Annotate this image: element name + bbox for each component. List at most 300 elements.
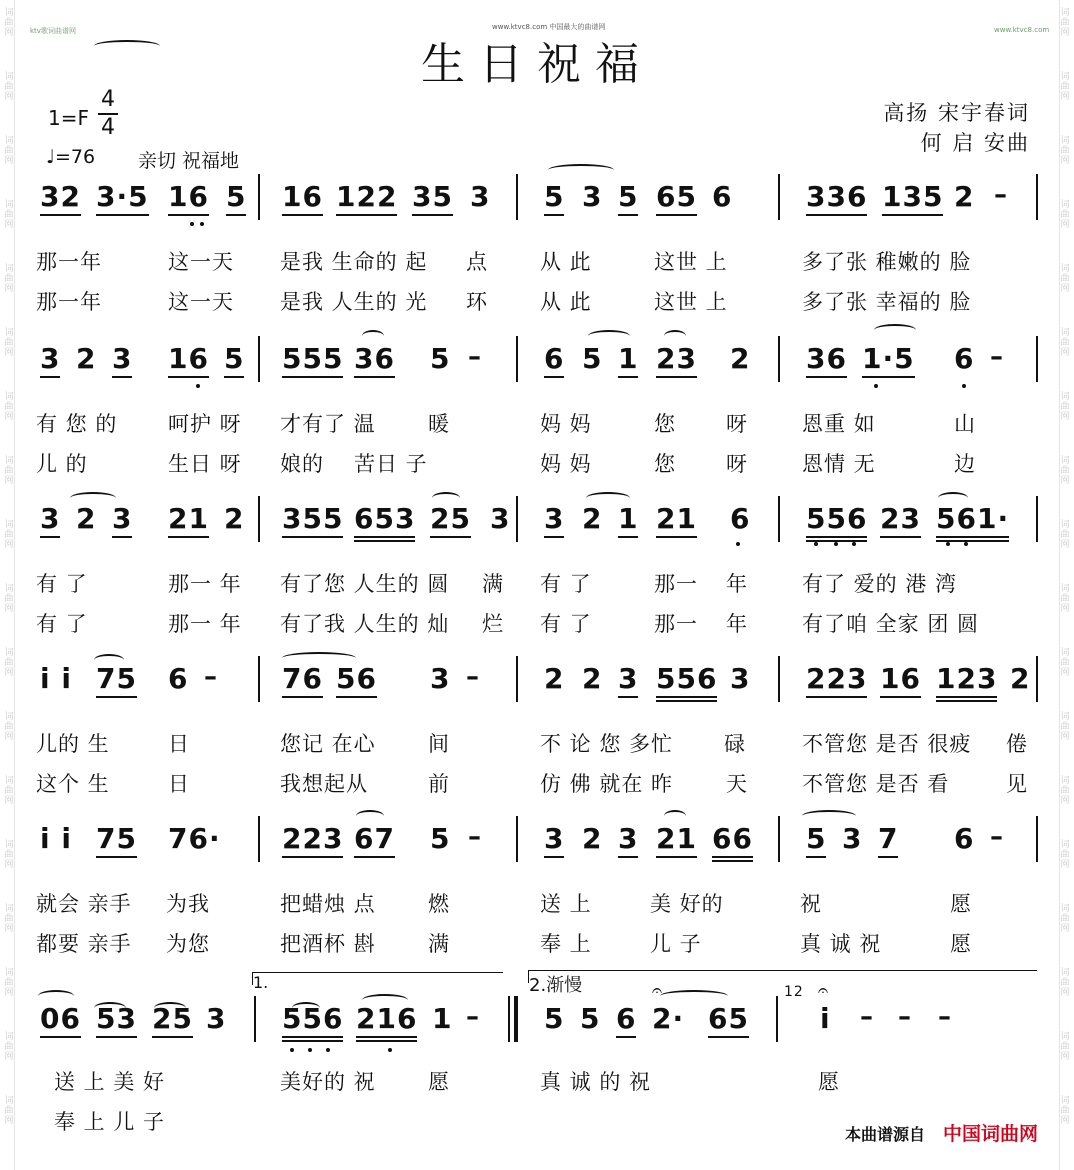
octave-dot <box>308 1048 312 1052</box>
note-group: 223 <box>806 662 867 698</box>
site-label-left: ktv歌词曲谱网 <box>30 27 76 35</box>
note-group: 2· <box>652 1002 685 1035</box>
tie-slur <box>154 1002 186 1014</box>
tempo-marking: ♩=76 <box>46 146 96 168</box>
tie-slur <box>94 654 124 666</box>
watermark-text: 词 曲 网 <box>4 968 14 998</box>
note-group: 16 <box>168 180 209 216</box>
source-label: 本曲谱源自 <box>844 1125 925 1144</box>
lyric-line-2: 您 <box>654 452 676 476</box>
octave-dot <box>388 1048 392 1052</box>
tie-slur <box>38 990 74 1002</box>
octave-dot <box>962 384 966 388</box>
double-underline <box>656 700 717 702</box>
lyric-line-2: 不管您 是否 看 <box>802 772 950 796</box>
note-group: 23 <box>880 502 921 538</box>
lyric-line-1: 年 <box>726 572 748 596</box>
lyric-line-1: 不管您 是否 很疲 <box>802 732 972 756</box>
double-underline <box>712 860 753 862</box>
site-label-right: www.ktvc8.com <box>994 26 1050 34</box>
lyric-line-1: 这一天 <box>168 250 234 274</box>
lyric-line-1: 呀 <box>726 412 748 436</box>
note-group: 2 <box>582 662 603 695</box>
note-group: 336 <box>806 180 867 216</box>
octave-dot <box>736 542 740 546</box>
hold-dash: – <box>938 1002 951 1032</box>
octave-dot <box>834 542 838 546</box>
lyric-line-1: 多了张 稚嫩的 脸 <box>802 250 972 274</box>
bar-line <box>778 174 780 220</box>
time-signature <box>98 88 118 140</box>
credits <box>883 98 1030 158</box>
bar-line <box>1036 656 1038 702</box>
lyric-line-1: 日 <box>168 732 190 756</box>
note-group: 53 <box>96 1002 137 1038</box>
watermark-text: 词 曲 网 <box>1060 712 1070 742</box>
bar-line <box>1036 174 1038 220</box>
bar-line <box>778 816 780 862</box>
note-group: i i <box>40 822 72 855</box>
note-group: 2 <box>582 502 603 535</box>
bar-line <box>1036 816 1038 862</box>
lyric-line-2: 有了我 人生的 灿 <box>280 612 450 636</box>
watermark-text: 词 曲 网 <box>1060 264 1070 294</box>
lyric-line-2: 环 <box>466 290 488 314</box>
lyric-line-2: 那一 <box>654 612 698 636</box>
bar-line <box>516 496 518 542</box>
tie-slur <box>362 994 408 1006</box>
lyric-line-1: 您记 在心 <box>280 732 376 756</box>
lyric-line-2: 愿 <box>950 932 972 956</box>
note-group: 556 <box>656 662 717 698</box>
note-group: 3 <box>490 502 511 535</box>
lyric-line-2: 我想起从 <box>280 772 368 796</box>
hold-dash: – <box>860 1002 873 1032</box>
note-group: 5 <box>430 822 451 855</box>
tie-slur <box>70 492 116 504</box>
watermark-text: 词 曲 网 <box>4 328 14 358</box>
note-group: 355 <box>282 502 343 538</box>
note-group: 23 <box>656 342 697 378</box>
note-group: 16 <box>282 180 323 216</box>
note-group: 35 <box>412 180 453 216</box>
bar-line <box>778 496 780 542</box>
lyric-line-2: 有 了 <box>540 612 592 636</box>
watermark-text: 词 曲 网 <box>4 136 14 166</box>
note-group: 3 <box>430 662 451 695</box>
note-group: 5 <box>582 342 603 375</box>
bar-line <box>258 174 260 220</box>
note-group: 3 <box>112 342 132 378</box>
note-group: 2 <box>76 342 97 375</box>
fermata-beats: 12 <box>784 984 804 1000</box>
tie-slur <box>94 40 160 52</box>
lyric-line-2: 苦日 子 <box>354 452 428 476</box>
note-group: 5 <box>544 180 564 216</box>
octave-dot <box>190 222 194 226</box>
watermark-text: 词 曲 网 <box>1060 968 1070 998</box>
tie-slur <box>548 164 614 176</box>
lyric-line-1: 愿 <box>818 1070 840 1094</box>
note-group: 25 <box>430 502 471 538</box>
note-group: 2 <box>954 180 975 213</box>
note-group: 66 <box>712 822 753 858</box>
lyric-line-2: 这世 上 <box>654 290 728 314</box>
watermark-text: 词 曲 网 <box>1060 904 1070 934</box>
volta-2: 2.渐慢 <box>528 970 1037 983</box>
note-group: 6 <box>712 180 733 213</box>
lyric-line-1: 有 了 <box>540 572 592 596</box>
lyric-line-1: 美好的 祝 <box>280 1070 376 1094</box>
note-group: i i <box>40 662 72 695</box>
note-group: 3 <box>40 342 60 378</box>
watermark-text: 词 曲 网 <box>1060 1032 1070 1062</box>
watermark-text: 词 曲 网 <box>1060 776 1070 806</box>
bar-line <box>778 656 780 702</box>
note-group: 5 <box>618 180 638 216</box>
lyric-line-1: 点 <box>466 250 488 274</box>
hold-dash: – <box>990 342 1003 372</box>
watermark-text: 词 曲 网 <box>1060 840 1070 870</box>
note-group: 16 <box>880 662 921 698</box>
watermark-text: 词 曲 网 <box>4 392 14 422</box>
lyric-line-2: 从 此 <box>540 290 592 314</box>
lyric-line-1: 山 <box>954 412 976 436</box>
octave-dot <box>200 222 204 226</box>
note-group: 2 <box>544 662 565 695</box>
note-group: 75 <box>96 822 137 858</box>
note-group: 135 <box>882 180 943 216</box>
note-group: 6 <box>544 342 564 378</box>
note-group: 5 <box>806 822 826 858</box>
octave-dot <box>326 1048 330 1052</box>
hold-dash: – <box>990 822 1003 852</box>
watermark-text: 词 曲 网 <box>4 72 14 102</box>
note-group: 3 <box>206 1002 227 1035</box>
note-group: 1 <box>432 1002 453 1035</box>
note-group: 5 <box>430 342 451 375</box>
watermark-text: 词 曲 网 <box>4 1032 14 1062</box>
bar-line <box>258 496 260 542</box>
watermark-text: 词 曲 网 <box>1060 648 1070 678</box>
lyric-line-1: 暖 <box>428 412 450 436</box>
lyric-line-1: 燃 <box>428 892 450 916</box>
octave-dot <box>946 542 950 546</box>
lyric-line-2: 为您 <box>166 932 210 956</box>
note-group: 556 <box>806 502 867 538</box>
lyric-line-2: 这个 生 <box>36 772 110 796</box>
lyric-line-1: 不 论 您 多忙 <box>540 732 674 756</box>
double-underline <box>354 540 415 542</box>
note-group: 2 <box>730 342 751 375</box>
note-group: 1 <box>618 502 638 538</box>
time-sig-top: 4 <box>101 87 115 112</box>
composer: 何 启 安曲 <box>920 131 1030 155</box>
footer-source <box>845 1119 1038 1146</box>
hold-dash: – <box>898 1002 911 1032</box>
note-group: 56 <box>336 662 377 698</box>
lyric-line-1: 就会 亲手 <box>36 892 132 916</box>
lyric-line-1: 碌 <box>724 732 746 756</box>
source-brand: 中国词曲网 <box>942 1123 1038 1145</box>
tie-slur <box>356 810 384 822</box>
note-group: 556 <box>282 1002 343 1038</box>
note-group: 2 <box>76 502 97 535</box>
lyric-line-1: 愿 <box>428 1070 450 1094</box>
lyric-line-2: 生日 呀 <box>168 452 242 476</box>
note-group: 06 <box>40 1002 81 1038</box>
lyric-line-1: 美 好的 <box>650 892 724 916</box>
tie-slur <box>660 990 728 1002</box>
note-group: 6 <box>954 342 975 375</box>
lyric-line-1: 送 上 美 好 <box>54 1070 166 1094</box>
lyric-line-1: 有了您 人生的 圆 <box>280 572 450 596</box>
lyric-line-2: 那一年 <box>36 290 102 314</box>
tie-slur <box>432 492 460 504</box>
note-group: 32 <box>40 180 81 216</box>
note-group: 75 <box>96 662 137 698</box>
tie-slur <box>588 330 630 342</box>
note-group: 1·5 <box>862 342 915 378</box>
tie-slur <box>282 652 356 664</box>
watermark-text: 词 曲 网 <box>1060 1096 1070 1126</box>
lyric-line-1: 恩重 如 <box>802 412 876 436</box>
note-group: 3 <box>842 822 863 855</box>
lyric-line-2: 有了咱 全家 团 圆 <box>802 612 980 636</box>
hold-dash: – <box>468 342 481 372</box>
tie-slur <box>586 492 630 504</box>
tie-slur <box>94 1002 126 1014</box>
note-group: 3 <box>618 662 638 698</box>
note-group: 65 <box>708 1002 749 1038</box>
key-signature: 1=F <box>48 106 89 130</box>
song-title: 生日祝福 <box>421 39 653 90</box>
note-group: 3 <box>618 822 638 858</box>
lyric-line-2: 前 <box>428 772 450 796</box>
watermark-text: 词 曲 网 <box>4 712 14 742</box>
lyric-line-2: 奉 上 <box>540 932 592 956</box>
lyric-line-2: 多了张 幸福的 脸 <box>802 290 972 314</box>
note-group: 123 <box>936 662 997 698</box>
lyric-line-1: 儿的 生 <box>36 732 110 756</box>
note-group: 7 <box>878 822 898 858</box>
note-group: 36 <box>806 342 847 378</box>
lyric-line-1: 这世 上 <box>654 250 728 274</box>
lyric-line-1: 是我 生命的 起 <box>280 250 428 274</box>
double-underline <box>282 1040 343 1042</box>
hold-dash: – <box>468 822 481 852</box>
site-label-top: www.ktvc8.com 中国最大的曲谱网 <box>492 23 606 31</box>
lyric-line-1: 有 您 的 <box>36 412 118 436</box>
note-group: 223 <box>282 822 343 858</box>
lyric-line-1: 妈 妈 <box>540 412 592 436</box>
note-group: 25 <box>152 1002 193 1038</box>
double-underline <box>356 1040 417 1042</box>
lyric-line-2: 边 <box>954 452 976 476</box>
lyric-line-2: 是我 人生的 光 <box>280 290 428 314</box>
lyric-line-2: 儿 的 <box>36 452 88 476</box>
lyric-line-2: 真 诚 祝 <box>800 932 882 956</box>
watermark-text: 词 曲 网 <box>4 648 14 678</box>
lyric-line-1: 那一年 <box>36 250 102 274</box>
lyric-line-1: 愿 <box>950 892 972 916</box>
lyric-line-2: 有 了 <box>36 612 88 636</box>
octave-dot <box>964 542 968 546</box>
bar-line <box>254 996 256 1042</box>
note-group: 6 <box>168 662 189 695</box>
lyric-line-2: 恩情 无 <box>802 452 876 476</box>
watermark-text: 词 曲 网 <box>4 264 14 294</box>
note-group: 36 <box>354 342 395 378</box>
bar-line <box>516 336 518 382</box>
watermark-text: 词 曲 网 <box>4 840 14 870</box>
note-group: 2 <box>224 502 245 535</box>
note-group: 5 <box>224 342 244 378</box>
lyric-line-2: 见 <box>1006 772 1028 796</box>
octave-dot <box>196 384 200 388</box>
note-group: 3·5 <box>96 180 149 216</box>
lyric-line-2: 烂 <box>482 612 504 636</box>
lyric-line-2: 那一 年 <box>168 612 242 636</box>
repeat-barline-thin <box>508 996 510 1042</box>
note-group: 67 <box>354 822 395 858</box>
lyric-line-1: 您 <box>654 412 676 436</box>
tie-slur <box>292 1002 320 1014</box>
double-underline <box>936 700 997 702</box>
note-group: 5 <box>580 1002 601 1035</box>
note-group: 5 <box>544 1002 565 1035</box>
hold-dash: – <box>466 662 479 692</box>
lyric-line-1: 从 此 <box>540 250 592 274</box>
bar-line <box>1036 336 1038 382</box>
watermark-text: 词 曲 网 <box>1060 520 1070 550</box>
note-group: 1 <box>618 342 638 378</box>
bar-line <box>258 656 260 702</box>
watermark-text: 词 曲 网 <box>1060 136 1070 166</box>
watermark-text: 词 曲 网 <box>1060 328 1070 358</box>
note-group: 2 <box>582 822 603 855</box>
note-group: 3 <box>730 662 751 695</box>
note-group: 555 <box>282 342 343 378</box>
note-group: 3 <box>544 822 564 858</box>
note-group: 21 <box>656 822 697 858</box>
lyric-line-2: 娘的 <box>280 452 324 476</box>
lyric-line-2: 妈 妈 <box>540 452 592 476</box>
note-group: 6 <box>730 502 751 535</box>
note-group: 21 <box>656 502 697 538</box>
note-group: 65 <box>656 180 697 216</box>
lyric-line-2: 把酒杯 斟 <box>280 932 376 956</box>
note-group: 21 <box>168 502 209 538</box>
tie-slur <box>802 810 856 822</box>
note-group: 216 <box>356 1002 417 1038</box>
bar-line <box>258 336 260 382</box>
note-group: 76 <box>282 662 323 698</box>
lyric-line-2: 年 <box>726 612 748 636</box>
fermata-icon: 𝄐 <box>818 980 830 1001</box>
tie-slur <box>362 330 384 342</box>
lyric-line-1: 真 诚 的 祝 <box>540 1070 652 1094</box>
lyric-line-1: 那一 年 <box>168 572 242 596</box>
lyric-line-2: 仿 佛 就在 昨 <box>540 772 674 796</box>
watermark-text: 词 曲 网 <box>1060 8 1070 38</box>
watermark-text: 词 曲 网 <box>4 584 14 614</box>
lyric-line-1: 送 上 <box>540 892 592 916</box>
bar-line <box>776 996 778 1042</box>
watermark-text: 词 曲 网 <box>1060 584 1070 614</box>
octave-dot <box>814 542 818 546</box>
lyric-line-2: 儿 子 <box>650 932 702 956</box>
bar-line <box>1036 496 1038 542</box>
volta-1: 1. <box>252 972 503 985</box>
lyric-line-2: 天 <box>726 772 748 796</box>
bar-line <box>258 816 260 862</box>
bar-line <box>516 816 518 862</box>
lyric-line-1: 满 <box>482 572 504 596</box>
note-group: 76· <box>168 822 221 855</box>
lyric-line-1: 才有了 温 <box>280 412 376 436</box>
note-group: 3 <box>112 502 132 538</box>
lyric-line-1: 祝 <box>800 892 822 916</box>
lyric-line-1: 间 <box>428 732 450 756</box>
watermark-text: 词 曲 网 <box>1060 200 1070 230</box>
note-group: 2 <box>1010 662 1031 695</box>
watermark-text: 词 曲 网 <box>4 1096 14 1126</box>
lyricist: 高扬 宋宇春词 <box>883 101 1030 125</box>
watermark-text: 词 曲 网 <box>1060 456 1070 486</box>
watermark-text: 词 曲 网 <box>1060 72 1070 102</box>
note-group: i <box>820 1002 831 1035</box>
tie-slur <box>938 492 968 504</box>
watermark-text: 词 曲 网 <box>4 776 14 806</box>
note-group: 3 <box>582 180 603 213</box>
lyric-line-2: 都要 亲手 <box>36 932 132 956</box>
fermata-icon: 𝄐 <box>652 980 664 1001</box>
lyric-line-1: 那一 <box>654 572 698 596</box>
watermark-text: 词 曲 网 <box>4 200 14 230</box>
lyric-line-2: 这一天 <box>168 290 234 314</box>
bar-line <box>778 336 780 382</box>
note-group: 6 <box>954 822 975 855</box>
note-group: 3 <box>40 502 60 538</box>
note-group: 653 <box>354 502 415 538</box>
watermark-text: 词 曲 网 <box>4 904 14 934</box>
lyric-line-1: 倦 <box>1006 732 1028 756</box>
note-group: 16 <box>168 342 209 378</box>
lyric-line-1: 有 了 <box>36 572 88 596</box>
lyric-line-2: 日 <box>168 772 190 796</box>
lyric-line-1: 呵护 呀 <box>168 412 242 436</box>
note-group: 122 <box>336 180 397 216</box>
watermark-text: 词 曲 网 <box>4 520 14 550</box>
time-sig-bottom: 4 <box>101 115 115 140</box>
lyric-line-2: 奉 上 儿 子 <box>54 1110 166 1134</box>
hold-dash: – <box>466 1002 479 1032</box>
bar-line <box>516 656 518 702</box>
watermark-text: 词 曲 网 <box>4 456 14 486</box>
note-group: 6 <box>616 1002 636 1038</box>
repeat-barline-thick <box>514 996 518 1042</box>
hold-dash: – <box>994 180 1007 210</box>
watermark-text: 词 曲 网 <box>1060 392 1070 422</box>
octave-dot <box>874 384 878 388</box>
bar-line <box>516 174 518 220</box>
expression-marking: 亲切 祝福地 <box>138 150 240 172</box>
octave-dot <box>290 1048 294 1052</box>
lyric-line-1: 把蜡烛 点 <box>280 892 376 916</box>
octave-dot <box>852 542 856 546</box>
hold-dash: – <box>204 662 217 692</box>
